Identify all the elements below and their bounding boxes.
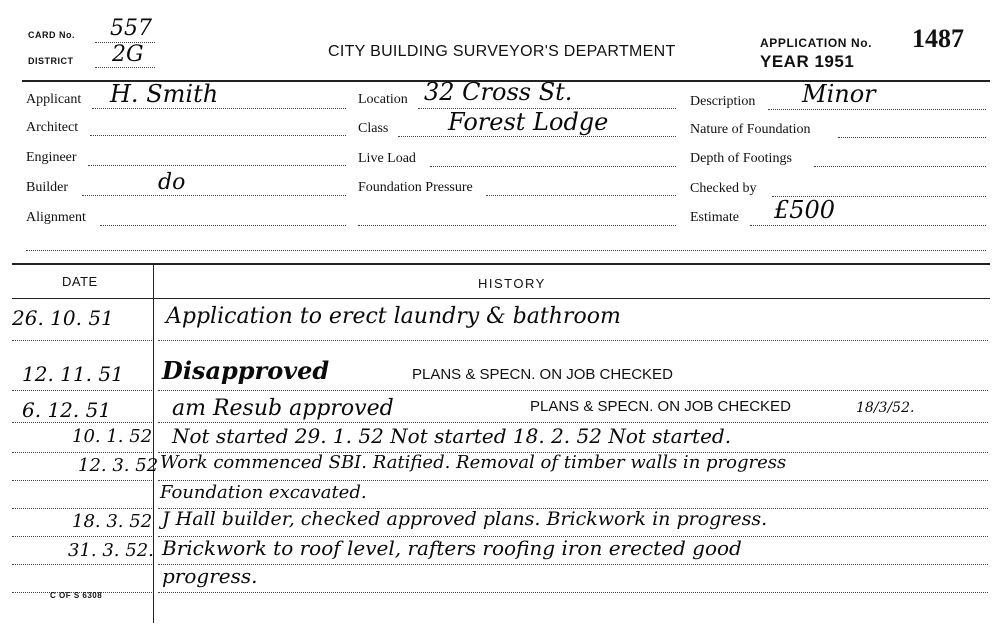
row-rule — [12, 564, 152, 565]
alignment-label: Alignment — [26, 210, 86, 225]
table-row-entry: Foundation excavated. — [160, 482, 367, 503]
table-row-date: 26. 10. 51 — [12, 306, 114, 330]
foundation-pressure-line — [486, 195, 676, 196]
table-row-entry: progress. — [162, 564, 258, 588]
table-top-rule — [12, 263, 990, 265]
description-value: Minor — [802, 80, 876, 108]
department-title: CITY BUILDING SURVEYOR'S DEPARTMENT — [328, 43, 676, 60]
row-rule — [158, 480, 988, 481]
live-load-line — [430, 166, 676, 167]
row-rule — [158, 340, 988, 341]
row-rule — [158, 564, 988, 565]
architect-line — [90, 135, 346, 136]
form-code: C OF S 6308 — [50, 591, 103, 600]
depth-footings-line — [814, 166, 986, 167]
class-line — [398, 136, 676, 137]
row-rule — [158, 390, 988, 391]
table-row-note: 18/3/52. — [856, 400, 915, 416]
location-label: Location — [358, 92, 408, 107]
row-rule — [12, 422, 152, 423]
table-row-entry: J Hall builder, checked approved plans. Brickwork in progress. — [162, 508, 768, 530]
table-row-stamp: PLANS & SPECN. ON JOB CHECKED — [530, 398, 791, 415]
table-row-date: 12. 3. 52 — [78, 455, 159, 476]
builder-value: do — [158, 170, 186, 195]
row-rule — [12, 508, 152, 509]
applicant-line — [92, 108, 346, 109]
header-row-rule — [12, 298, 990, 299]
applicant-value: H. Smith — [110, 80, 219, 108]
table-row-entry: Brickwork to roof level, rafters roofing iron erected good — [162, 536, 742, 560]
builder-label: Builder — [26, 180, 68, 195]
row-rule — [12, 390, 152, 391]
location-value: 32 Cross St. — [424, 78, 573, 106]
description-label: Description — [690, 94, 756, 109]
architect-label: Architect — [26, 120, 79, 135]
table-row-date: 18. 3. 52 — [72, 511, 153, 532]
applicant-label: Applicant — [26, 92, 82, 107]
builder-line — [82, 195, 346, 196]
table-row-entry: Work commenced SBI. Ratified. Removal of timber walls in progress — [160, 452, 787, 473]
class-label: Class — [358, 121, 389, 136]
table-row-entry: Not started 29. 1. 52 Not started 18. 2. 52 Not started. — [172, 424, 732, 448]
district-value: 2G — [112, 42, 144, 67]
row-rule — [158, 592, 988, 593]
application-label: APPLICATION No. — [760, 36, 873, 50]
middle-blank-line — [358, 225, 676, 226]
table-row-entry: am Resub approved — [172, 396, 394, 421]
table-row-entry: Application to erect laundry & bathroom — [166, 304, 621, 329]
history-header: HISTORY — [478, 276, 546, 291]
estimate-line — [750, 225, 986, 226]
estimate-value: £500 — [774, 196, 836, 224]
table-row-stamp: PLANS & SPECN. ON JOB CHECKED — [412, 366, 673, 383]
row-rule — [12, 452, 152, 453]
date-header: DATE — [62, 274, 98, 289]
table-row-entry: Disapproved — [162, 356, 330, 385]
district-underline — [95, 67, 155, 68]
estimate-label: Estimate — [690, 210, 739, 225]
class-value: Forest Lodge — [448, 108, 609, 136]
checked-by-label: Checked by — [690, 181, 757, 196]
row-rule — [12, 536, 152, 537]
table-row-date: 12. 11. 51 — [22, 362, 124, 386]
nature-foundation-label: Nature of Foundation — [690, 122, 811, 137]
year-label: YEAR 1951 — [760, 52, 855, 71]
row-rule — [12, 480, 152, 481]
engineer-line — [88, 165, 346, 166]
card-no-label: CARD No. — [28, 30, 75, 40]
description-line — [768, 109, 986, 110]
alignment-line — [100, 225, 346, 226]
card-no-value: 557 — [110, 16, 152, 41]
table-row-date: 10. 1. 52 — [72, 426, 153, 447]
table-row-date: 6. 12. 51 — [22, 398, 112, 422]
live-load-label: Live Load — [358, 151, 416, 166]
row-rule — [12, 340, 152, 341]
date-column-rule — [153, 263, 154, 623]
nature-foundation-line — [838, 137, 986, 138]
depth-footings-label: Depth of Footings — [690, 151, 792, 166]
fields-bottom-line — [26, 250, 986, 251]
district-label: DISTRICT — [28, 56, 74, 66]
engineer-label: Engineer — [26, 150, 77, 165]
application-number: 1487 — [912, 24, 964, 53]
table-row-date: 31. 3. 52. — [68, 540, 154, 561]
row-rule — [158, 422, 988, 423]
foundation-pressure-label: Foundation Pressure — [358, 180, 473, 195]
